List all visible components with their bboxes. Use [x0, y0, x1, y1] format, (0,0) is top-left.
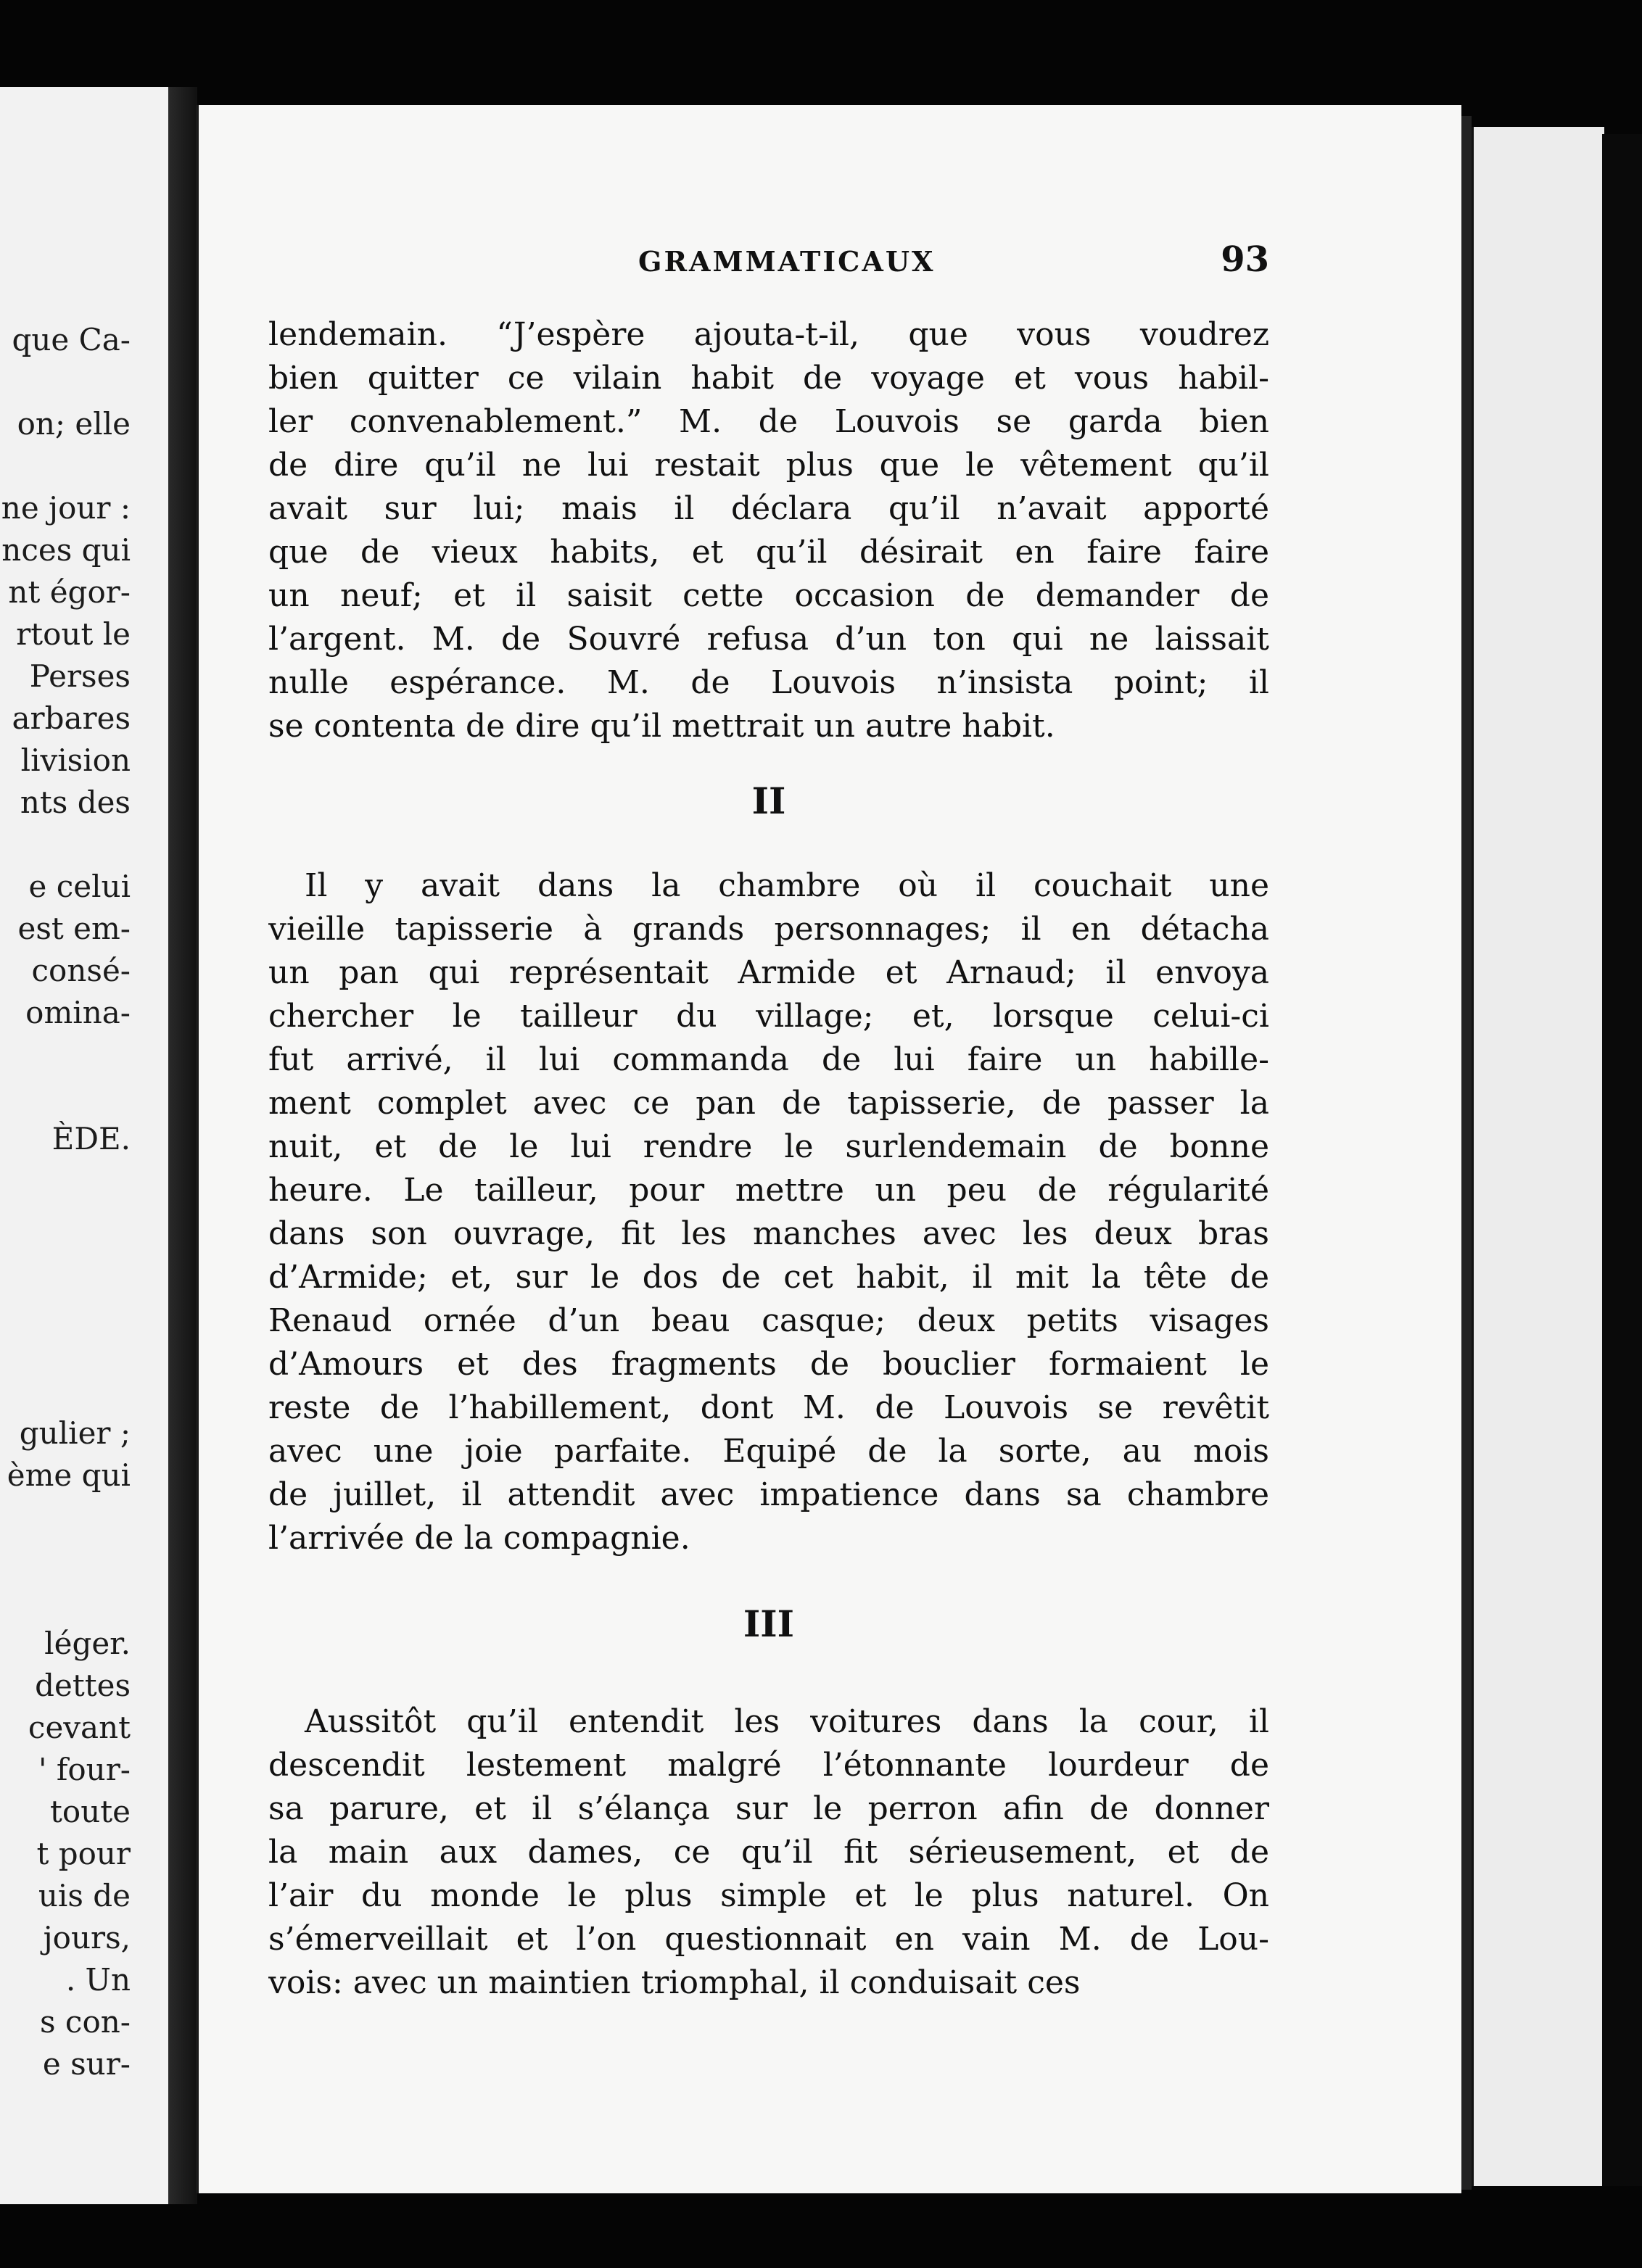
left-page-line: nts des	[20, 785, 131, 820]
text-line: Aussitôt qu’il entendit les voitures dans la cour, il	[305, 1703, 1269, 1740]
left-page-line: léger.	[44, 1626, 131, 1661]
text-line: que de vieux habits, et qu’il désirait en faire faire	[268, 534, 1269, 571]
left-page-fragment	[0, 87, 168, 2204]
left-page-line: s con-	[40, 2004, 131, 2040]
text-line: chercher le tailleur du village; et, lorsque celui-ci	[268, 998, 1269, 1035]
text-line: Renaud ornée d’un beau casque; deux petits visages	[268, 1302, 1269, 1339]
section-ii-text	[268, 864, 1269, 1560]
section-iii-text	[268, 1700, 1269, 2005]
left-page-line	[0, 1160, 131, 1202]
text-line: descendit lestement malgré l’étonnante lourdeur de	[268, 1747, 1269, 1784]
left-page-line	[0, 361, 131, 403]
text-line: bien quitter ce vilain habit de voyage et vous habil-	[268, 360, 1269, 397]
text-line: de juillet, il attendit avec impatience dans sa chambre	[268, 1476, 1269, 1513]
left-page-line	[0, 1034, 131, 1076]
text-line: fut arrivé, il lui commanda de lui faire un habille-	[268, 1041, 1269, 1078]
text-line: sa parure, et il s’élança sur le perron afin de donner	[268, 1790, 1269, 1827]
text-line: vieille tapisserie à grands personnages; il en détacha	[268, 911, 1269, 948]
text-line: la main aux dames, ce qu’il fit sérieusement, et de	[268, 1834, 1269, 1871]
left-page-line	[0, 1076, 131, 1118]
left-page-line: on; elle	[17, 406, 131, 442]
left-page-line: livision	[20, 742, 131, 778]
text-line: heure. Le tailleur, pour mettre un peu de régularité	[268, 1172, 1269, 1209]
left-page-line	[0, 1370, 131, 1412]
section-heading-ii: II	[751, 779, 786, 822]
next-page-edge	[1472, 127, 1604, 2186]
left-page-line: e celui	[28, 869, 131, 904]
left-page-line: jours,	[43, 1920, 131, 1955]
left-page-line	[0, 1581, 131, 1623]
left-page-line	[0, 445, 131, 487]
text-line: se contenta de dire qu’il mettrait un autre habit.	[268, 708, 1055, 745]
left-page-line: arbares	[12, 700, 131, 736]
left-page-line: est em-	[17, 911, 131, 946]
text-line: l’arrivée de la compagnie.	[268, 1520, 690, 1557]
left-page-line: toute	[50, 1794, 131, 1829]
left-page-line: ne jour :	[1, 490, 131, 526]
text-line: un neuf; et il saisit cette occasion de demander de	[268, 577, 1269, 614]
page-edge-shadow	[1461, 116, 1472, 2190]
left-page-line: t pour	[36, 1836, 131, 1871]
text-line: un pan qui représentait Armide et Arnaud; il envoya	[268, 954, 1269, 991]
text-line: l’argent. M. de Souvré refusa d’un ton qui ne laissait	[268, 621, 1269, 658]
running-head: GRAMMATICAUX	[638, 245, 936, 278]
left-page-line	[0, 1328, 131, 1370]
text-line: nuit, et de le lui rendre le surlendemain de bonne	[268, 1128, 1269, 1165]
section-heading-iii: III	[743, 1602, 795, 1645]
left-page-line: cevant	[28, 1710, 131, 1745]
left-page-line: rtout le	[16, 616, 131, 652]
text-line: de dire qu’il ne lui restait plus que le vêtement qu’il	[268, 447, 1269, 484]
left-page-line	[0, 1244, 131, 1286]
left-page-line	[0, 1539, 131, 1581]
left-page-text	[0, 319, 168, 2085]
text-line: lendemain. “J’espère ajouta-t-il, que vous voudrez	[268, 316, 1269, 353]
text-line: reste de l’habillement, dont M. de Louvois se revêtit	[268, 1389, 1269, 1426]
text-line: l’air du monde le plus simple et le plus naturel. On	[268, 1877, 1269, 1914]
left-page-line: nces qui	[1, 532, 131, 568]
text-line: d’Amours et des fragments de bouclier formaient le	[268, 1346, 1269, 1383]
left-page-line: nt égor-	[8, 574, 131, 610]
left-page-line: ème qui	[7, 1457, 131, 1493]
left-page-line: uis de	[38, 1878, 131, 1913]
text-line: dans son ouvrage, fit les manches avec les deux bras	[268, 1215, 1269, 1252]
left-page-line: e sur-	[42, 2046, 131, 2082]
left-page-line: dettes	[35, 1668, 131, 1703]
page-header	[268, 239, 1269, 289]
left-page-line	[0, 824, 131, 866]
text-line: Il y avait dans la chambre où il couchait une	[305, 867, 1269, 904]
left-page-line: ' four-	[38, 1752, 131, 1787]
page-number: 93	[1221, 239, 1269, 280]
left-page-line: . Un	[65, 1962, 131, 1998]
left-page-line: consé-	[31, 953, 131, 988]
text-line: vois: avec un maintien triomphal, il conduisait ces	[268, 1964, 1081, 2001]
paragraph-continued	[268, 313, 1269, 748]
book-gutter	[168, 87, 197, 2204]
left-page-line	[0, 1497, 131, 1539]
text-line: d’Armide; et, sur le dos de cet habit, il mit la tête de	[268, 1259, 1269, 1296]
left-page-line	[0, 1286, 131, 1328]
text-line: ler convenablement.” M. de Louvois se garda bien	[268, 403, 1269, 440]
background-edge	[1602, 134, 1642, 2186]
left-page-line: omina-	[25, 995, 131, 1030]
left-page-line: que Ca-	[12, 322, 131, 357]
text-line: ment complet avec ce pan de tapisserie, de passer la	[268, 1085, 1269, 1122]
left-page-line: Perses	[29, 658, 131, 694]
left-page-line	[0, 1202, 131, 1244]
text-line: s’émerveillait et l’on questionnait en vain M. de Lou-	[268, 1921, 1269, 1958]
text-line: nulle espérance. M. de Louvois n’insista point; il	[268, 664, 1269, 701]
text-line: avec une joie parfaite. Equipé de la sorte, au mois	[268, 1433, 1269, 1470]
text-line: avait sur lui; mais il déclara qu’il n’avait apporté	[268, 490, 1269, 527]
left-page-line: ÈDE.	[51, 1121, 131, 1156]
left-page-line: gulier ;	[19, 1415, 131, 1451]
